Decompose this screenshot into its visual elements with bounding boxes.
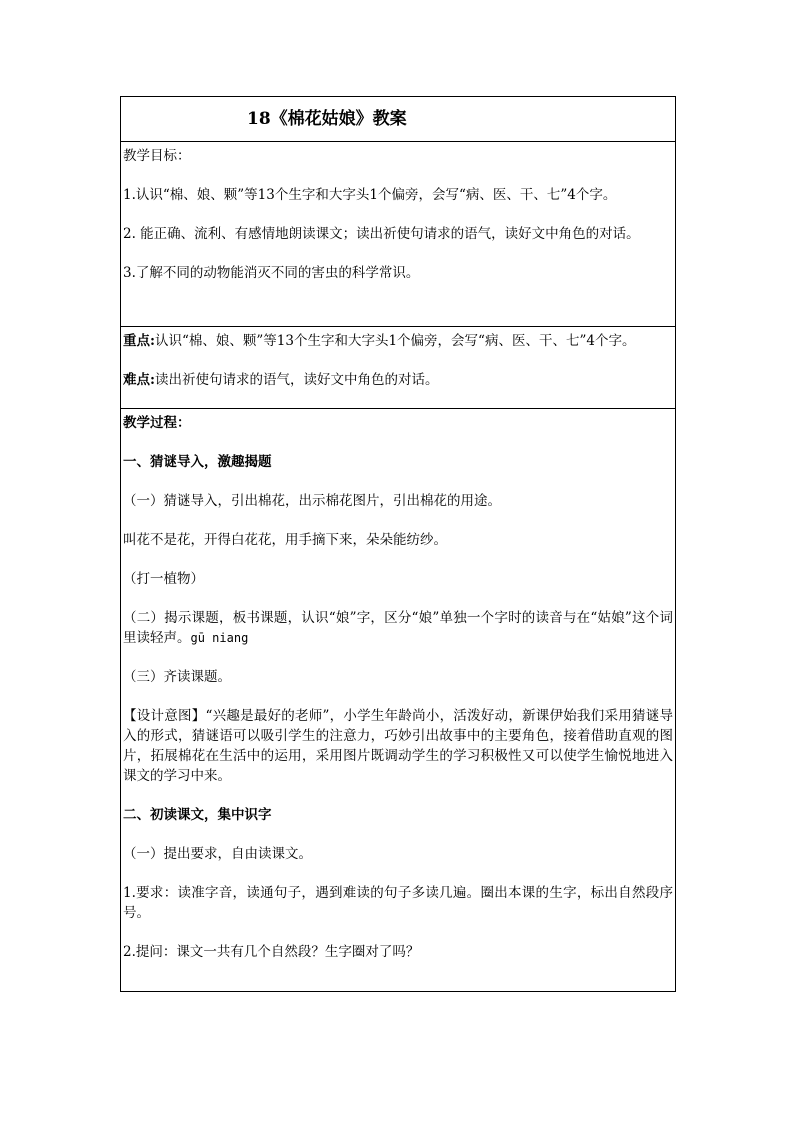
paragraph-text: （二）揭示课题，板书课题，认识“娘”字，区分“娘”单独一个字时的读音与在“姑娘”这个词里读轻声。	[123, 610, 673, 646]
paragraph	[123, 608, 673, 648]
key-point	[123, 331, 673, 351]
paragraph: （一）提出要求，自由读课文。	[123, 846, 312, 862]
riddle-hint: （打一植物）	[123, 571, 204, 587]
difficult-text: 读出祈使句请求的语气，读好文中角色的对话。	[154, 372, 439, 388]
list-item: 1.要求：读准字音，读通句子，遇到难读的句子多读几遍。圈出本课的生字，标出自然段序号。	[123, 885, 673, 921]
key-points-cell	[121, 326, 675, 408]
goal-item: 2. 能正确、流利、有感情地朗读课文；读出祈使句请求的语气，读好文中角色的对话。	[123, 226, 640, 242]
goal-item: 3.了解不同的动物能消灭不同的害虫的科学常识。	[123, 265, 420, 281]
lesson-plan-table	[120, 96, 676, 992]
key-text: 认识“棉、娘、颗”等13个生字和大字头1个偏旁，会写“病、医、干、七”4个字。	[154, 333, 636, 349]
design-intent: 【设计意图】“兴趣是最好的老师”，小学生年龄尚小，活泼好动，新课伊始我们采用猜谜导入的形式，猜谜语可以吸引学生的注意力，巧妙引出故事中的主要角色，接着借助直观的图片，拓展棉花在生活中的运用，采用图片既调动学生的学习积极性又可以使学生愉悦地进入课文的学习中来。	[123, 708, 673, 784]
teaching-process-cell	[121, 408, 675, 991]
riddle-text: 叫花不是花，开得白花花，用手摘下来，朵朵能纺纱。	[123, 532, 447, 548]
section-title: 一、猜谜导入，激趣揭题	[123, 454, 272, 470]
teaching-goals-cell	[121, 141, 675, 326]
difficult-point	[123, 370, 673, 390]
paragraph: （一）猜谜导入，引出棉花，出示棉花图片，引出棉花的用途。	[123, 493, 501, 509]
title-cell	[121, 97, 675, 141]
page-title: 18《棉花姑娘》教案	[247, 109, 407, 129]
difficult-label: 难点:	[123, 372, 155, 388]
paragraph: （三）齐读课题。	[123, 669, 231, 685]
section-title: 二、初读课文，集中识字	[123, 807, 272, 823]
key-label: 重点:	[123, 333, 155, 349]
list-item: 2.提问：课文一共有几个自然段？生字圈对了吗？	[123, 944, 420, 960]
goal-item: 1.认识“棉、娘、颗”等13个生字和大字头1个偏旁，会写“病、医、干、七”4个字。	[123, 187, 617, 203]
process-heading: 教学过程：	[123, 415, 191, 431]
pinyin-text: gū niang	[190, 631, 249, 645]
goals-heading: 教学目标：	[123, 148, 191, 164]
